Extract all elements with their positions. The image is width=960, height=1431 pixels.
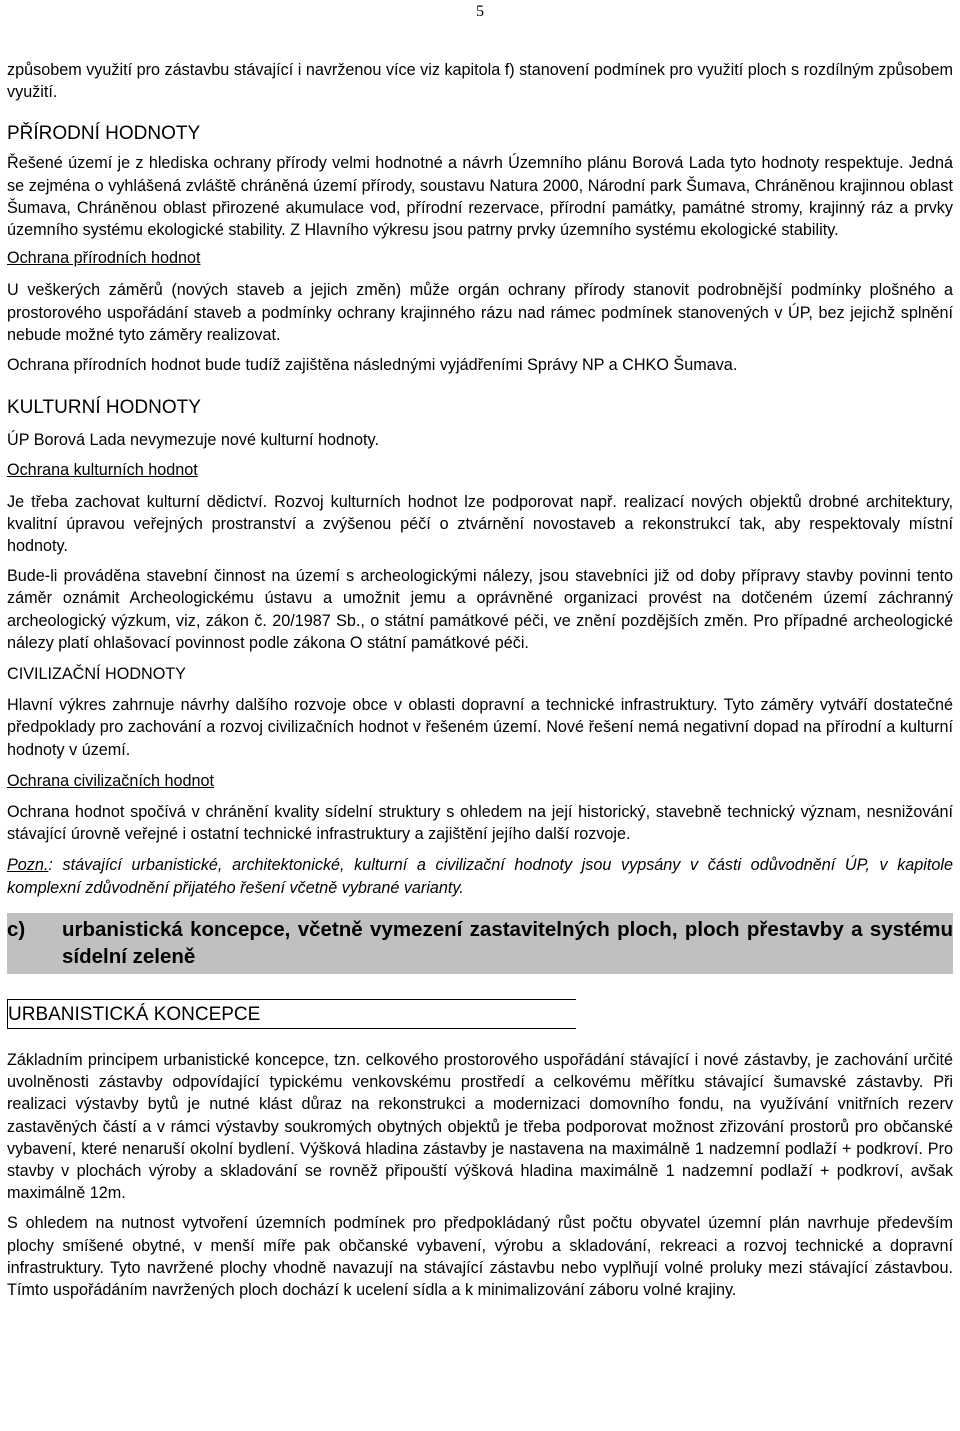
cultural-protection-paragraph-2: Bude-li prováděna stavební činnost na území s archeologickými nálezy, jsou stavebníci již od doby přípravy stavby povinni tento záměr oznámit Archeologickému ústavu a umožnit jemu a oprávněné organizaci provést na dotčeném území záchranný archeologický výzkum, viz, zákon č. 20/1987 Sb., o státní památkové péči, ve znění pozdějších změn. Pro případné archeologické nálezy platí ohlašovací povinnost podle zákona O státní památkové péči. bbox=[7, 567, 953, 652]
cultural-values-paragraph: ÚP Borová Lada nevymezuje nové kulturní hodnoty. bbox=[7, 431, 379, 450]
chapter-title: urbanistická koncepce, včetně vymezení zastavitelných ploch, ploch přestavby a systému sídelní zeleně bbox=[62, 917, 953, 968]
natural-protection-paragraph-1: U veškerých záměrů (nových staveb a jejich změn) může orgán ochrany přírody stanovit podrobnější podmínky plošného a prostorového uspořádání staveb a podmínky ochrany krajinného rázu nad rámec podmínek stanovených v ÚP, bez jejichž splnění nebude možné tyto záměry realizovat. bbox=[7, 281, 953, 344]
urban-concept-paragraph-1: Základním principem urbanistické koncepce, tzn. celkového prostorového uspořádání stávající i nové zástavby, je zachování určité uvolněnosti zástavby odpovídající typickému venkovskému prostředí a celkovému měřítku stávající šumavské zástavby. Při realizaci výstavby bytů je nutné klást důraz na rekonstrukci a modernizaci domovního fondu, na využívání vnitřních rezerv zastavěných částí a v rámci výstavby soukromých obytných objektů je třeba podporovat možnost zřizování prostorů pro občanské vybavení, které nenaruší okolní bydlení. Výšková hladina zástavby je nastavena na maximálně 1 nadzemní podlaží + podkroví. Pro stavby v plochách výroby a skladování se rovněž připouští výšková hladina maximálně 1 nadzemní podlaží + podkroví, avšak maximálně 12m. bbox=[7, 1050, 953, 1203]
intro-paragraph: způsobem využití pro zástavbu stávající i navrženou více viz kapitola f) stanovení podmínek pro využití ploch s rozdílným způsobem využití. bbox=[7, 61, 953, 102]
civilization-values-title: CIVILIZAČNÍ HODNOTY bbox=[7, 665, 186, 684]
cultural-protection-paragraph-1: Je třeba zachovat kulturní dědictví. Rozvoj kulturních hodnot lze podporovat např. realizací nových objektů drobné architektury, kvalitní úpravou veřejných prostranství a zvýšenou péčí o ztvárnění novostaveb a rekonstrukcí tak, aby respektovaly místní hodnoty. bbox=[7, 492, 953, 556]
natural-values-title: PŘÍRODNÍ HODNOTY bbox=[7, 123, 201, 145]
document-body bbox=[7, 59, 953, 1301]
cultural-protection-heading: Ochrana kulturních hodnot bbox=[7, 461, 198, 480]
urban-concept-heading: URBANISTICKÁ KONCEPCE bbox=[7, 999, 576, 1029]
cultural-values-title: KULTURNÍ HODNOTY bbox=[7, 397, 201, 419]
note-label: Pozn. bbox=[7, 856, 49, 875]
note-text: : stávající urbanistické, architektonické, kulturní a civilizační hodnoty jsou vypsány v části odůvodnění ÚP, v kapitole komplexní zdůvodnění přijatého řešení včetně vybrané varianty. bbox=[7, 856, 953, 897]
civilization-protection-paragraph: Ochrana hodnot spočívá v chránění kvality sídelní struktury s ohledem na její historický, stavebně technický význam, nesnižování stávající úrovně veřejné i ostatní technické infrastruktury a zajištění jejího další rozvoje. bbox=[7, 803, 953, 844]
natural-protection-paragraph-2: Ochrana přírodních hodnot bude tudíž zajištěna následnými vyjádřeními Správy NP a CHKO Šumava. bbox=[7, 356, 738, 375]
natural-values-paragraph: Řešené území je z hlediska ochrany přírody velmi hodnotné a návrh Územního plánu Borová Lada tyto hodnoty respektuje. Jedná se zejména o vyhlášená zvláště chráněná území přírody, soustavu Natura 2000, Národní park Šumava, Chráněnou krajinnou oblast Šumava, Chráněnou oblast přirozené akumulace vod, přírodní rezervace, přírodní památky, památné stromy, krajinný ráz a prvky územního systému ekologické stability. Z Hlavního výkresu jsou patrny prvky územního systému ekologické stability. bbox=[7, 154, 953, 240]
note-paragraph bbox=[7, 854, 953, 898]
chapter-heading bbox=[7, 913, 953, 974]
page-number: 5 bbox=[476, 3, 484, 20]
civilization-protection-heading: Ochrana civilizačních hodnot bbox=[7, 771, 214, 790]
chapter-letter: c) bbox=[7, 917, 26, 941]
natural-protection-heading: Ochrana přírodních hodnot bbox=[7, 249, 201, 268]
civilization-values-paragraph: Hlavní výkres zahrnuje návrhy dalšího rozvoje obce v oblasti dopravní a technické infrastruktury. Tyto záměry vytváří dostatečné předpoklady pro zachování a rozvoj civilizačních hodnot v řešeném území. Nové řešení nemá negativní dopad na přírodní a kulturní hodnoty v území. bbox=[7, 696, 953, 759]
urban-concept-paragraph-2: S ohledem na nutnost vytvoření územních podmínek pro předpokládaný růst počtu obyvatel územní plán navrhuje především plochy smíšené obytné, v menší míře pak občanské vybavení, výrobu a skladování, rekreaci a rozvoj technické a dopravní infrastruktury. Tyto navržené plochy vhodně navazují na stávající zástavbu nebo vyplňují volné proluky mezi stávající zástavbou. Tímto uspořádáním navržených ploch dochází k ucelení sídla a k minimalizování záboru volné krajiny. bbox=[7, 1214, 953, 1299]
urban-concept-heading-wrap bbox=[7, 999, 953, 1029]
